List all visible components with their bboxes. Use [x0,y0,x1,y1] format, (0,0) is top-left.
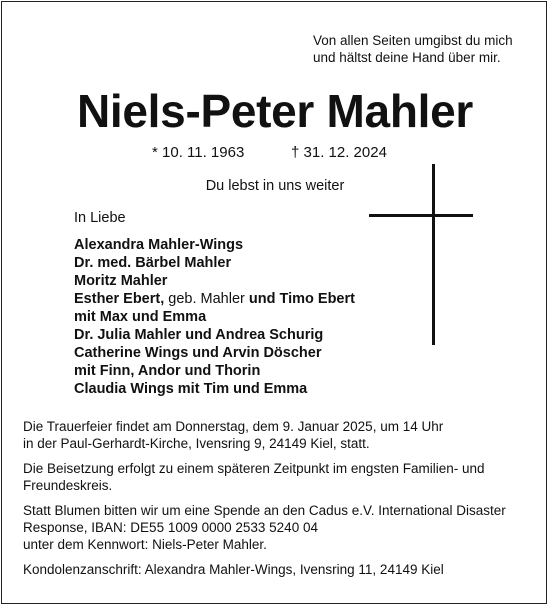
mourner-line: Dr. med. Bärbel Mahler [74,255,232,271]
mourner-line: Moritz Mahler [74,273,168,289]
deceased-name: Niels-Peter Mahler [77,85,473,137]
mourner-line: mit Max und Emma [74,309,207,325]
donation-info-line: Statt Blumen bitten wir um eine Spende an den Cadus e.V. International Disaster [23,503,506,518]
mourner-line: Dr. Julia Mahler und Andrea Schurig [74,327,324,343]
condolence-address [23,561,533,578]
funeral-info [23,418,533,452]
mourner-line: Alexandra Mahler-Wings [74,237,244,253]
donation-info-line: unter dem Kennwort: Niels-Peter Mahler. [23,537,267,552]
burial-info [23,460,533,494]
birth-date: * 10. 11. 1963 [152,144,245,161]
mourner-partner: und Timo Ebert [248,291,355,307]
mourner-maiden-name: geb. Mahler [164,291,249,307]
cross-icon-bar [369,214,473,217]
in-love-label: In Liebe [74,210,126,226]
burial-info-line: Die Beisetzung erfolgt zu einem späteren Zeitpunkt im engsten Familien- und [23,461,485,476]
bible-quote [313,32,513,66]
mourner-name: Esther Ebert, [74,291,165,307]
funeral-info-line: Die Trauerfeier findet am Donnerstag, dem 9. Januar 2025, um 14 Uhr [23,419,444,434]
mourner-line: Catherine Wings und Arvin Döscher [74,345,322,361]
donation-info [23,502,533,553]
donation-info-line: Response, IBAN: DE55 1009 0000 2533 5240 04 [23,520,318,535]
mourner-line: Claudia Wings mit Tim und Emma [74,381,308,397]
mourner-line: mit Finn, Andor und Thorin [74,363,261,379]
burial-info-line: Freundeskreis. [23,478,113,493]
cross-icon [432,164,435,345]
mourners-list [74,236,355,398]
death-date: † 31. 12. 2024 [291,144,387,161]
quote-line-1: Von allen Seiten umgibst du mich [313,33,513,48]
funeral-info-line: in der Paul-Gerhardt-Kirche, Ivensring 9, 24149 Kiel, statt. [23,436,370,451]
quote-line-2: und hältst deine Hand über mir. [313,50,501,65]
condolence-address-line: Kondolenzanschrift: Alexandra Mahler-Wings, Ivensring 11, 24149 Kiel [23,562,444,577]
mourner-line [74,290,355,308]
motto: Du lebst in uns weiter [205,178,345,194]
